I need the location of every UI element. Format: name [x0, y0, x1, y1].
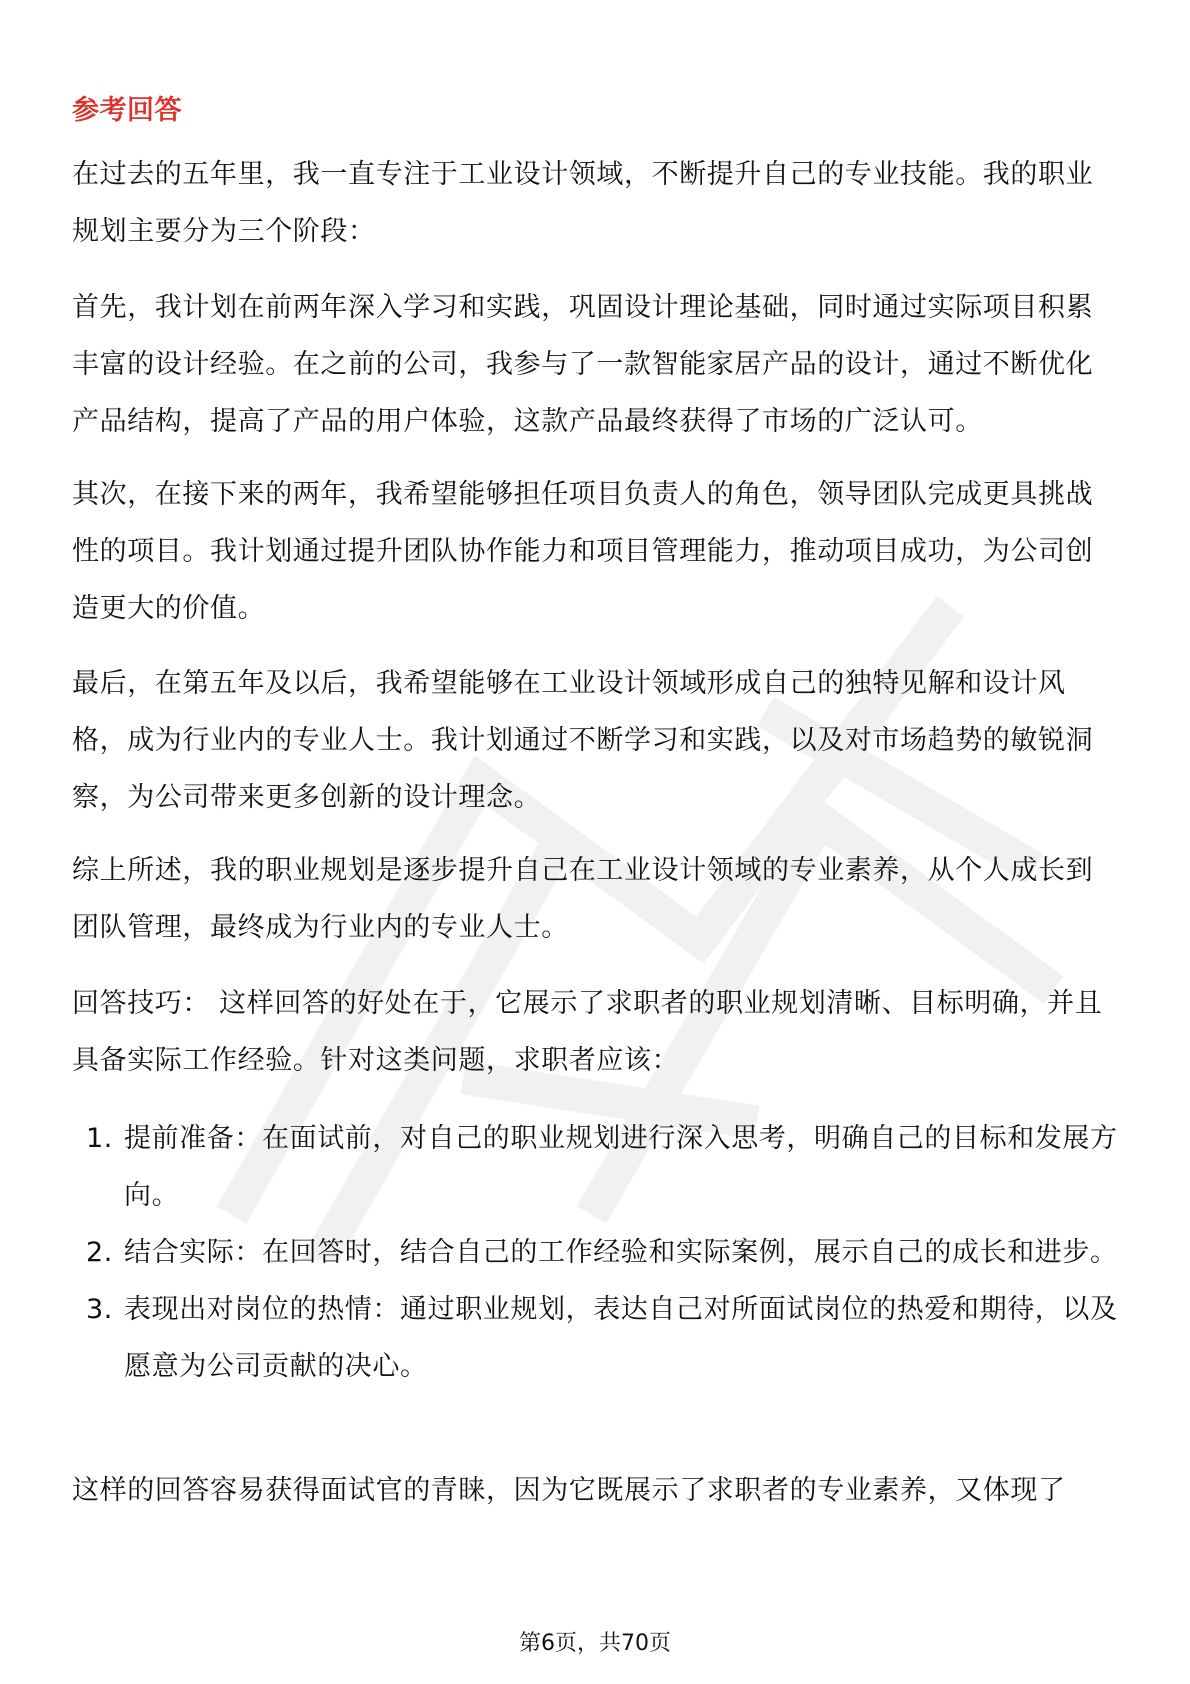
- list-item: [72, 1224, 1118, 1281]
- tips-list: [72, 1110, 1118, 1395]
- paragraph-conclusion: 这样的回答容易获得面试官的青睐，因为它既展示了求职者的专业素养，又体现了: [72, 1475, 1066, 1506]
- list-item-text: 提前准备：在面试前，对自己的职业规划进行深入思考，明确自己的目标和发展方向。: [124, 1123, 1118, 1211]
- list-item: [72, 1110, 1118, 1224]
- list-number: 3.: [86, 1294, 113, 1325]
- paragraph-answer-tips: 回答技巧： 这样回答的好处在于，它展示了求职者的职业规划清晰、目标明确，并且具备实际工作经验。针对这类问题，求职者应该：: [72, 988, 1103, 1076]
- list-item-text: 结合实际：在回答时，结合自己的工作经验和实际案例，展示自己的成长和进步。: [124, 1237, 1118, 1268]
- paragraph-summary: 综上所述，我的职业规划是逐步提升自己在工业设计领域的专业素养，从个人成长到团队管理，最终成为行业内的专业人士。: [72, 855, 1094, 943]
- list-item: [72, 1281, 1118, 1395]
- list-number: 1.: [86, 1123, 113, 1154]
- list-item-text: 表现出对岗位的热情：通过职业规划，表达自己对所面试岗位的热爱和期待，以及愿意为公司贡献的决心。: [124, 1294, 1118, 1382]
- section-heading: 参考回答: [72, 95, 182, 126]
- paragraph-intro: 在过去的五年里，我一直专注于工业设计领域，不断提升自己的专业技能。我的职业规划主要分为三个阶段：: [72, 159, 1094, 247]
- paragraph-stage-one: 首先，我计划在前两年深入学习和实践，巩固设计理论基础，同时通过实际项目积累丰富的设计经验。在之前的公司，我参与了一款智能家居产品的设计，通过不断优化产品结构，提高了产品的用户体验，这款产品最终获得了市场的广泛认可。: [72, 292, 1094, 437]
- paragraph-stage-three: 最后，在第五年及以后，我希望能够在工业设计领域形成自己的独特见解和设计风格，成为行业内的专业人士。我计划通过不断学习和实践，以及对市场趋势的敏锐洞察，为公司带来更多创新的设计理念。: [72, 668, 1094, 813]
- paragraph-stage-two: 其次，在接下来的两年，我希望能够担任项目负责人的角色，领导团队完成更具挑战性的项目。我计划通过提升团队协作能力和项目管理能力，推动项目成功，为公司创造更大的价值。: [72, 479, 1094, 624]
- list-number: 2.: [86, 1237, 113, 1268]
- page-number: 第6页，共70页: [519, 1631, 671, 1656]
